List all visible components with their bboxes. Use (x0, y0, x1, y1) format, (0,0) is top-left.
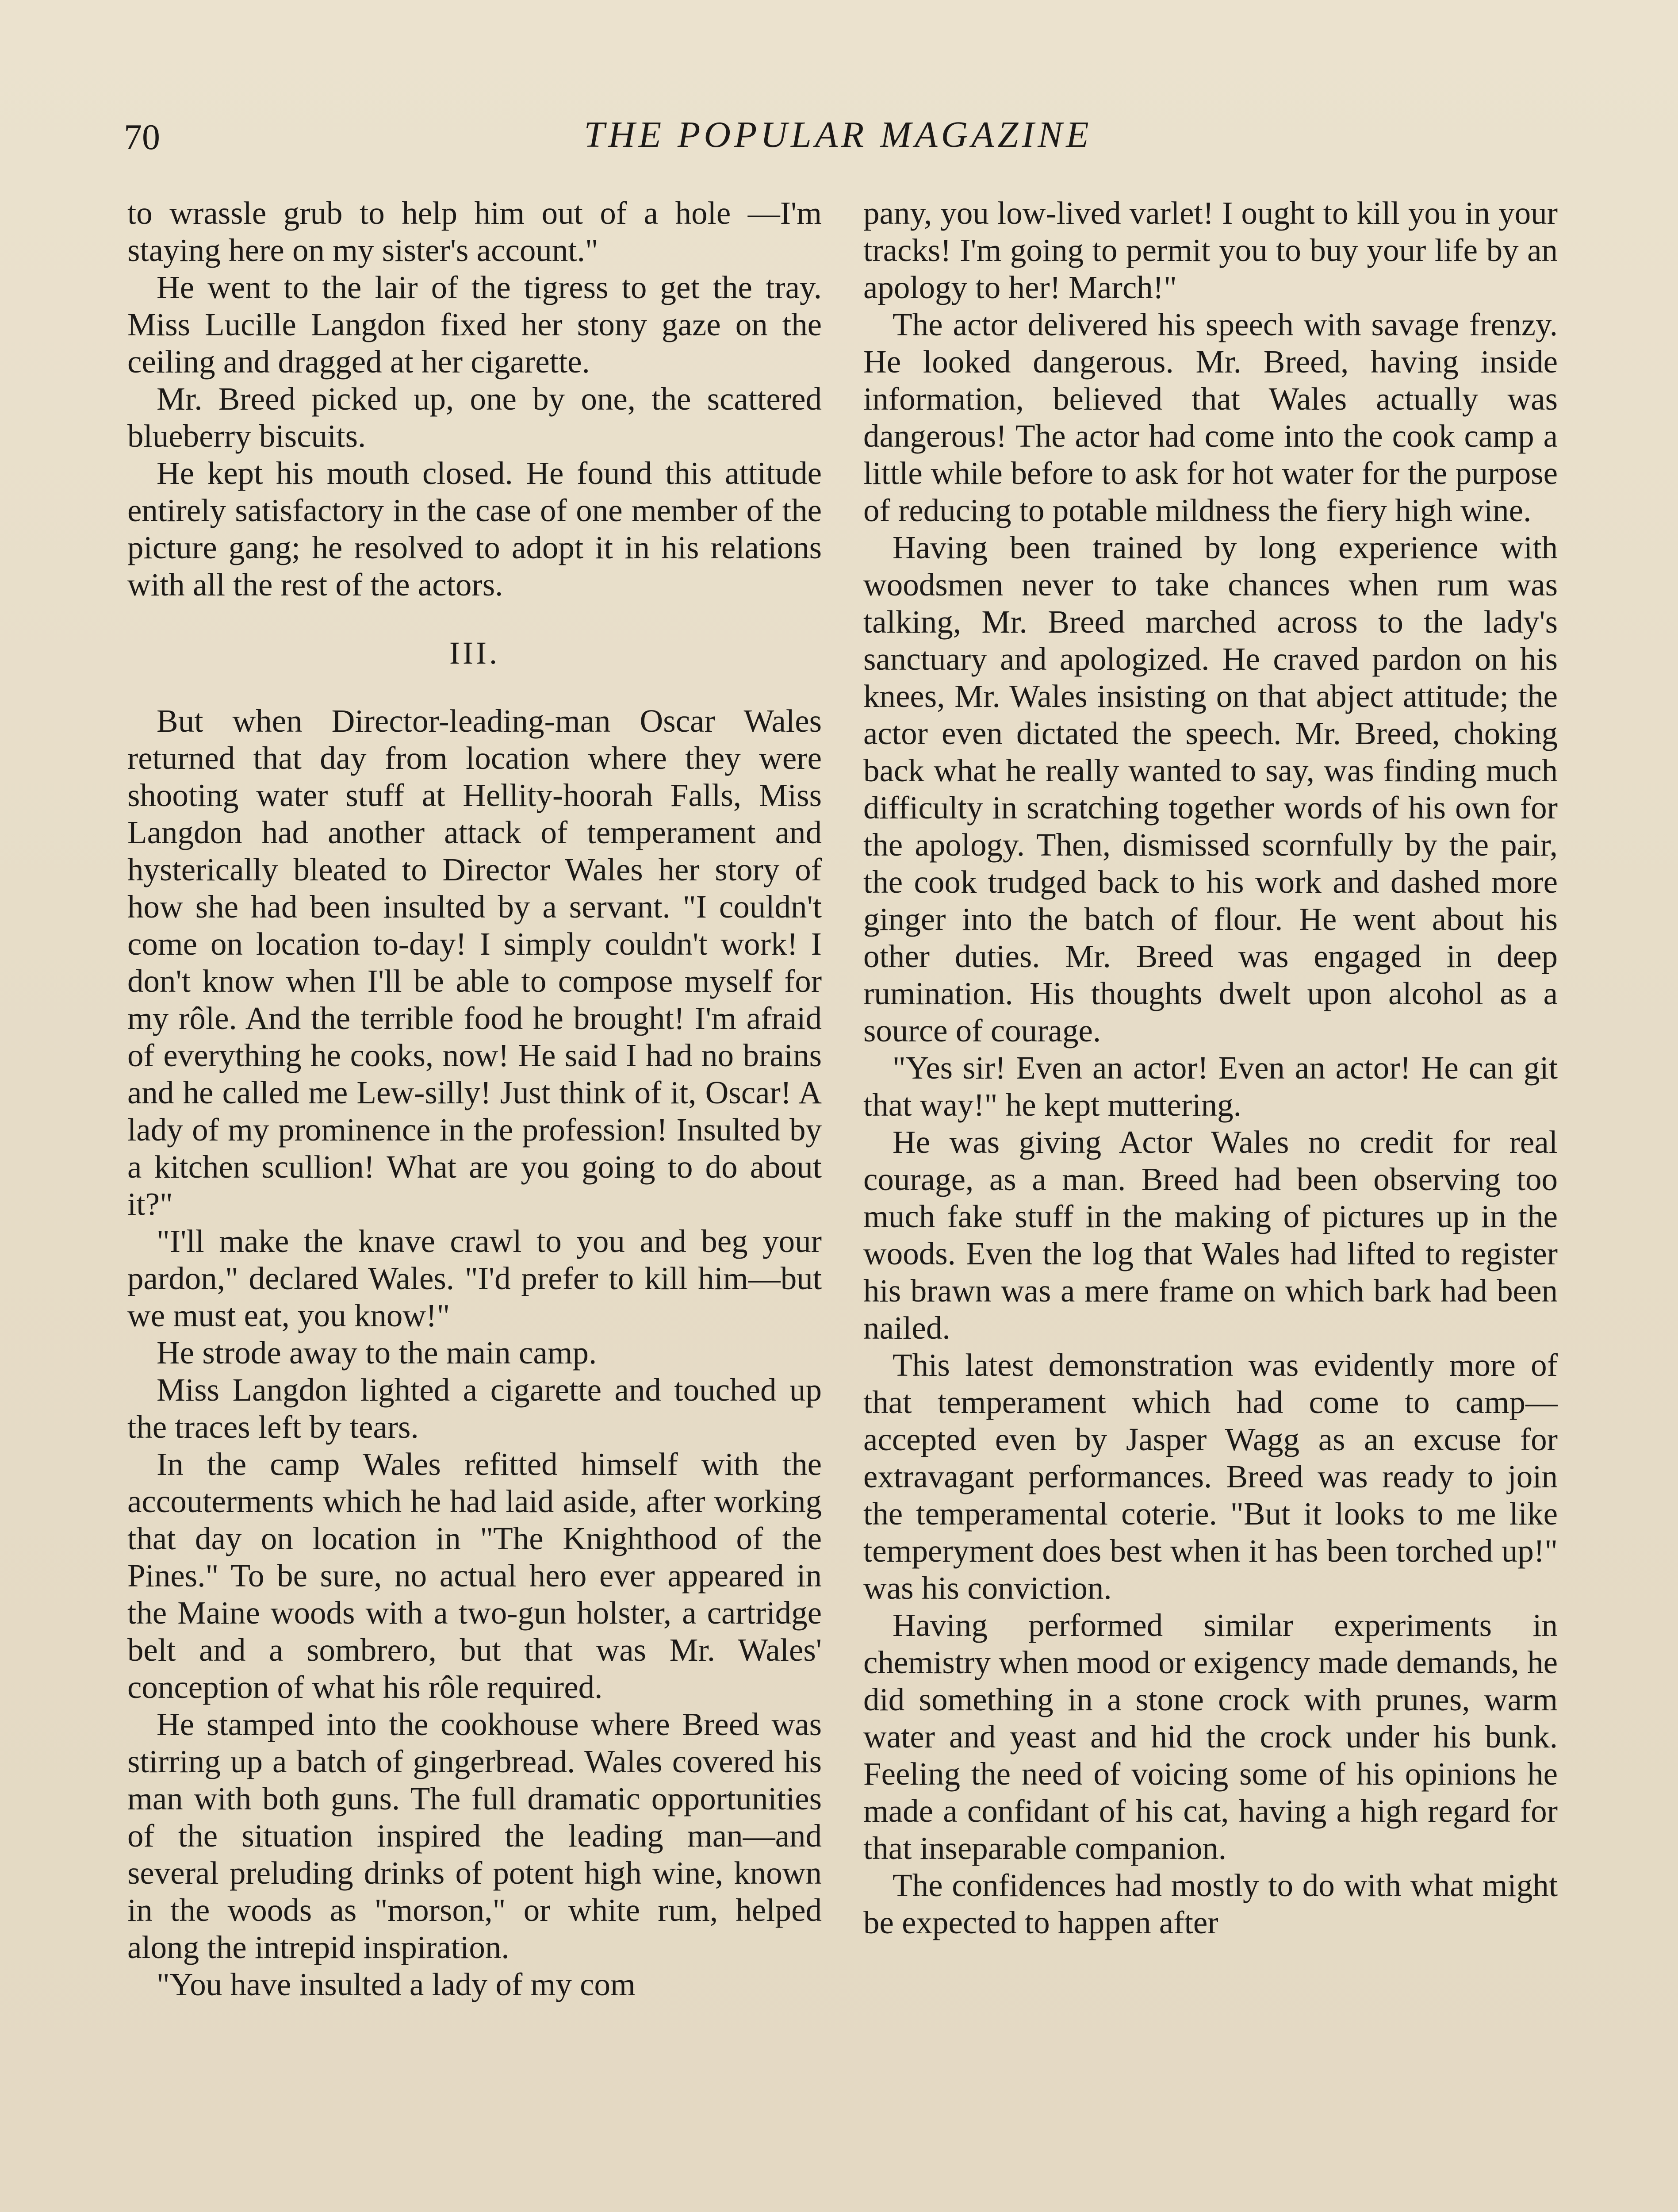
left-paragraph: He stamped into the cookhouse where Breed was stirring up a batch of gingerbread. Wales covered his man with both guns. The full dramatic opportunities of the situation inspired the leading man—and several preluding drinks of potent high wine, known in the woods as "morson," or white rum, helped along the intrepid inspiration. (127, 1706, 822, 1965)
right-paragraph: "Yes sir! Even an actor! Even an actor! He can git that way!" he kept muttering. (863, 1050, 1558, 1123)
right-paragraph: The confidences had mostly to do with what might be expected to happen after (863, 1867, 1558, 1940)
left-paragraph: Miss Langdon lighted a cigarette and touched up the traces left by tears. (127, 1372, 822, 1445)
right-paragraph: Having been trained by long experience with woodsmen never to take chances when rum was talking, Mr. Breed marched across to the lady's sanctuary and apologized. He craved pardon on his knees, Mr. Wales insisting on that abject attitude; the actor even dictated the speech. Mr. Breed, choking back what he really wanted to say, was finding much difficulty in scratching together words of his own for the apology. Then, dismissed scornfully by the pair, the cook trudged back to his work and dashed more ginger into the batch of flour. He went about his other duties. Mr. Breed was engaged in deep rumination. His thoughts dwelt upon alcohol as a source of courage. (863, 530, 1558, 1048)
right-paragraph: He was giving Actor Wales no credit for real courage, as a man. Breed had been observing too much fake stuff in the making of pictures up in the woods. Even the log that Wales had lifted to register his brawn was a mere frame on which bark had been nailed. (863, 1124, 1558, 1346)
section-heading: III. (449, 635, 500, 671)
left-paragraph: He went to the lair of the tigress to get the tray. Miss Lucille Langdon fixed her stony gaze on the ceiling and dragged at her cigarette. (127, 269, 822, 380)
page-header (124, 102, 1552, 173)
left-paragraph: "You have insulted a lady of my com (157, 1966, 636, 2002)
right-paragraph: The actor delivered his speech with savage frenzy. He looked dangerous. Mr. Breed, having inside information, believed that Wales actually was dangerous! The actor had come into the cook camp a little while before to ask for hot water for the purpose of reducing to potable mildness the fiery high wine. (863, 307, 1558, 528)
left-paragraph: to wrassle grub to help him out of a hole —I'm staying here on my sister's account." (127, 195, 822, 268)
left-paragraph: He kept his mouth closed. He found this attitude entirely satisfactory in the case of one member of the picture gang; he resolved to adopt it in his relations with all the rest of the actors. (127, 455, 822, 603)
magazine-title: THE POPULAR MAGAZINE (584, 114, 1092, 155)
left-paragraph: Mr. Breed picked up, one by one, the scattered blueberry biscuits. (127, 381, 822, 454)
right-column (863, 195, 1558, 2212)
left-paragraph: But when Director-leading-man Oscar Wales returned that day from location where they were shooting water stuff at Hellity-hoorah Falls, Miss Langdon had another attack of temperament and hysterically bleated to Director Wales her story of how she had been insulted by a servant. "I couldn't come on location to-day! I simply couldn't work! I don't know when I'll be able to compose myself for my rôle. And the terrible food he brought! I'm afraid of everything he cooks, now! He said I had no brains and he called me Lew-silly! Just think of it, Oscar! A lady of my prominence in the profession! Insulted by a kitchen scullion! What are you going to do about it?" (127, 703, 822, 1222)
left-paragraph: In the camp Wales refitted himself with the accouterments which he had laid aside, after working that day on location in "The Knighthood of the Pines." To be sure, no actual hero ever appeared in the Maine woods with a two-gun holster, a cartridge belt and a sombrero, but that was Mr. Wales' conception of what his rôle required. (127, 1446, 822, 1705)
page-number: 70 (124, 117, 160, 157)
left-paragraph: "I'll make the knave crawl to you and beg your pardon," declared Wales. "I'd prefer to kill him—but we must eat, you know!" (127, 1223, 822, 1333)
left-paragraph: He strode away to the main camp. (157, 1335, 597, 1371)
left-column (127, 195, 822, 2212)
right-paragraph: This latest demonstration was evidently more of that temperament which had come to camp—accepted even by Jasper Wagg as an excuse for extravagant performances. Breed was ready to join the temperamental coterie. "But it looks to me like temperyment does best when it has been torched up!" was his conviction. (863, 1347, 1558, 1606)
right-paragraph: pany, you low-lived varlet! I ought to kill you in your tracks! I'm going to permit you to buy your life by an apology to her! March!" (863, 195, 1558, 305)
right-paragraph: Having performed similar experiments in chemistry when mood or exigency made demands, he did something in a stone crock with prunes, warm water and yeast and hid the crock under his bunk. Feeling the need of voicing some of his opinions he made a confidant of his cat, having a high regard for that inseparable companion. (863, 1607, 1558, 1866)
